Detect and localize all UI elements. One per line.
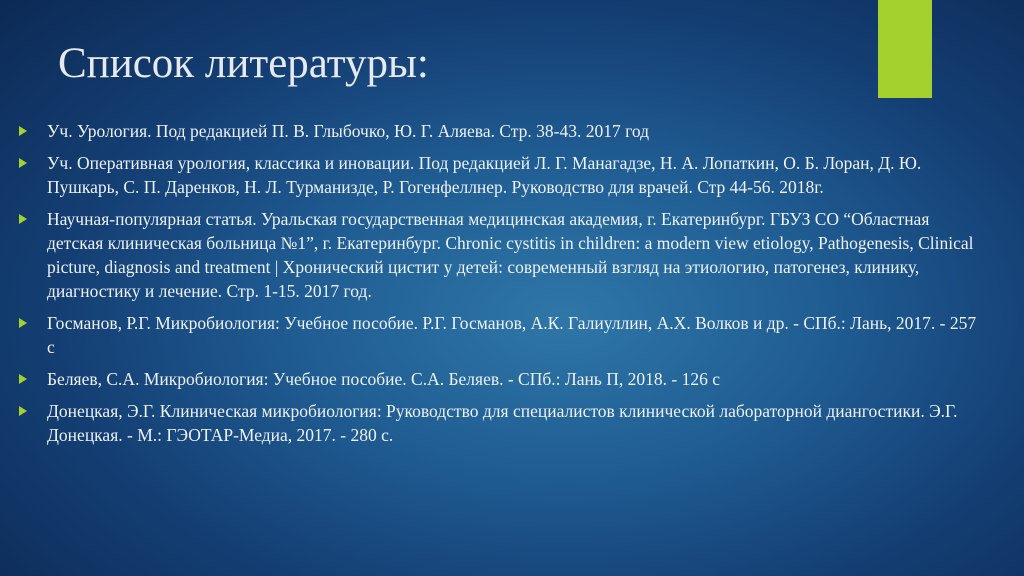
reference-item	[18, 399, 986, 447]
reference-item	[18, 311, 986, 359]
triangle-bullet-icon	[19, 374, 27, 384]
reference-text: Уч. Урология. Под редакцией П. В. Глыбочко, Ю. Г. Аляева. Стр. 38-43. 2017 год	[47, 121, 649, 141]
reference-text: Уч. Оперативная урология, классика и иновации. Под редакцией Л. Г. Манагадзе, Н. А. Лопаткин, О. Б. Лоран, Д. Ю. Пушкарь, С. П. Даренков, Н. Л. Турманизде, Р. Гогенфеллнер. Руководство для врачей. Стр 44-56. 2018г.	[47, 153, 922, 197]
triangle-bullet-icon	[19, 406, 27, 416]
reference-text: Донецкая, Э.Г. Клиническая микробиология: Руководство для специалистов клинической лабораторной диангостики. Э.Г. Донецкая. - М.: ГЭОТАР-Медиа, 2017. - 280 с.	[47, 401, 958, 445]
reference-text: Беляев, С.А. Микробиология: Учебное пособие. С.А. Беляев. - СПб.: Лань П, 2018. - 126 с	[47, 369, 720, 389]
triangle-bullet-icon	[19, 126, 27, 136]
reference-item	[18, 151, 986, 199]
reference-item	[18, 367, 986, 391]
reference-text: Госманов, Р.Г. Микробиология: Учебное пособие. Р.Г. Госманов, А.К. Галиуллин, А.Х. Волков и др. - СПб.: Лань, 2017. - 257 с	[47, 313, 977, 357]
triangle-bullet-icon	[19, 214, 27, 224]
triangle-bullet-icon	[19, 158, 27, 168]
triangle-bullet-icon	[19, 318, 27, 328]
slide-title: Список литературы:	[58, 40, 429, 87]
reference-list	[18, 119, 986, 455]
accent-bar	[878, 0, 932, 98]
reference-text: Научная-популярная статья. Уральская государственная медицинская академия, г. Екатеринбург. ГБУЗ СО “Областная детская клиническая больница №1”, г. Екатеринбург. Chronic cystitis in children: a modern view etiology, Pathogenesis, Clinical picture, diagnosis and treatment | Хронический цистит у детей: современный взгляд на этиологию, патогенез, клинику, диагностику и лечение. Стр. 1-15. 2017 год.	[47, 209, 974, 301]
reference-item	[18, 119, 986, 143]
reference-item	[18, 207, 986, 303]
